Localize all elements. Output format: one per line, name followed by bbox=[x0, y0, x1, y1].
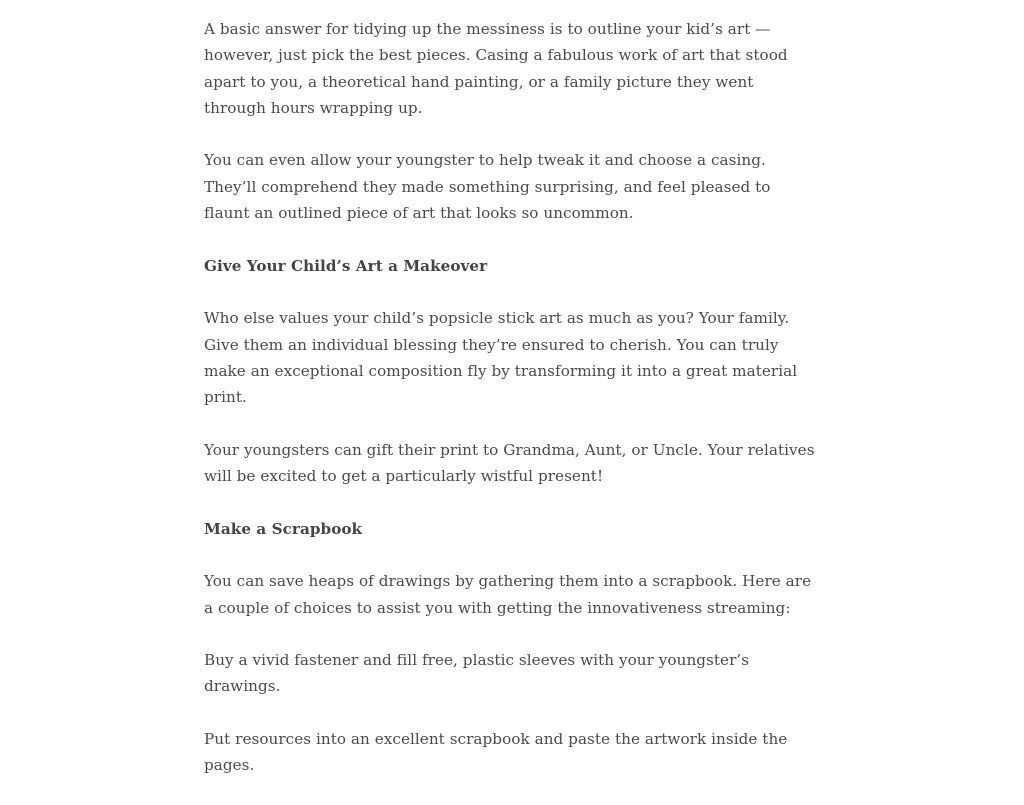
paragraph-scrapbook-paste: Put resources into an excellent scrapbook and paste the artwork inside the pages. bbox=[204, 730, 788, 775]
paragraph-choose-casing: You can even allow your youngster to help tweak it and choose a casing. They’ll comprehend they made something surprising, and feel pleased to flaunt an outlined piece of art that looks so uncommon. bbox=[204, 151, 771, 223]
paragraph-family-gift: Who else values your child’s popsicle stick art as much as you? Your family. Give them an individual blessing they’re ensured to cherish. You can truly make an exceptional composition fly by transforming it into a great material print. bbox=[204, 309, 798, 407]
heading-makeover: Give Your Child’s Art a Makeover bbox=[204, 256, 488, 275]
article-body bbox=[204, 16, 820, 805]
paragraph-frame-art: A basic answer for tidying up the messiness is to outline your kid’s art — however, just pick the best pieces. Casing a fabulous work of art that stood apart to you, a theoretical hand painting, or a family picture they went through hours wrapping up. bbox=[204, 20, 788, 117]
heading-scrapbook: Make a Scrapbook bbox=[204, 519, 363, 538]
paragraph-fastener: Buy a vivid fastener and fill free, plastic sleeves with your youngster’s drawings. bbox=[204, 651, 750, 696]
paragraph-gift-print: Your youngsters can gift their print to Grandma, Aunt, or Uncle. Your relatives will be excited to get a particularly wistful present! bbox=[204, 440, 815, 486]
paragraph-scrapbook-intro: You can save heaps of drawings by gathering them into a scrapbook. Here are a couple of choices to assist you with getting the innovativeness streaming: bbox=[204, 572, 812, 617]
